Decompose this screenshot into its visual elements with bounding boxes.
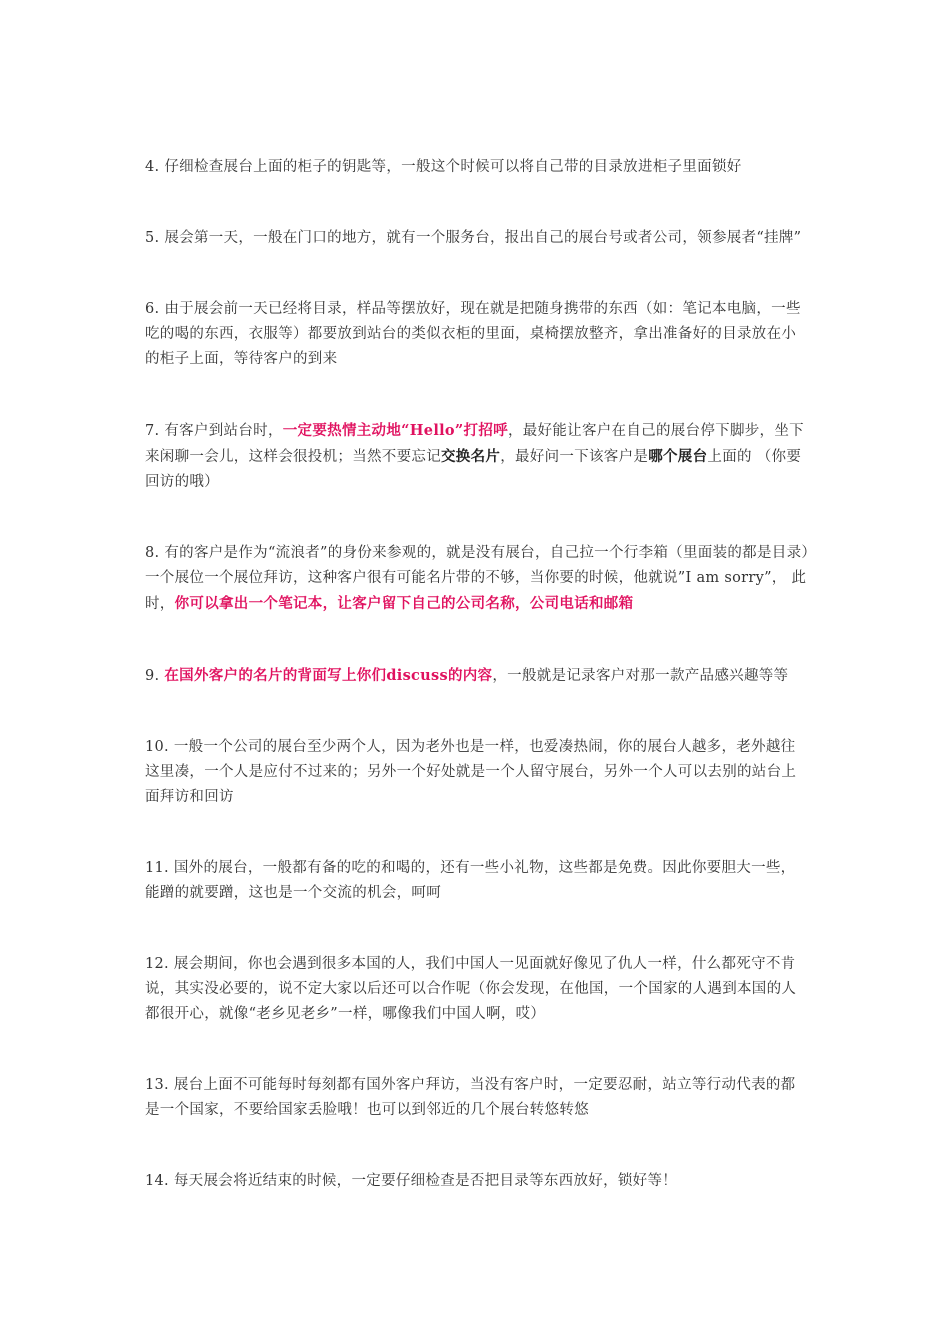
paragraph-5 [145, 226, 810, 251]
paragraph-9-text: ，一般就是记录客户对那一款产品感兴趣等等 [492, 668, 789, 684]
document-body [145, 155, 810, 1194]
paragraph-spacer [145, 251, 810, 297]
paragraph-spacer [145, 495, 810, 541]
paragraph-4-text: 4. 仔细检查展台上面的柜子的钥匙等，一般这个时候可以将自己带的目录放进柜子里面锁好 [145, 159, 742, 175]
paragraph-7-highlight: 一定要热情主动地“Hello”打招呼 [282, 422, 508, 439]
paragraph-10 [145, 735, 810, 810]
paragraph-7-bold-1: 交换名片 [441, 448, 501, 465]
paragraph-11 [145, 856, 810, 906]
paragraph-9-highlight: 在国外客户的名片的背面写上你们discuss的内容 [164, 667, 493, 684]
paragraph-7-text-3: ，最好问一下该客户是 [500, 449, 649, 465]
paragraph-spacer [145, 689, 810, 735]
paragraph-14-text: 14. 每天展会将近结束的时候，一定要仔细检查是否把目录等东西放好，锁好等！ [145, 1173, 678, 1189]
paragraph-9-number: 9. [145, 668, 165, 684]
paragraph-9 [145, 663, 810, 689]
paragraph-spacer [145, 617, 810, 663]
paragraph-8-text: 8. 有的客户是作为“流浪者”的身份来参观的，就是没有展台，自己拉一个行李箱（里面装的都是目录）一个展位一个展位拜访，这种客户很有可能名片带的不够，当你要的时候，他就说”I am sorry”， 此时， [145, 545, 809, 612]
paragraph-7-text-4: 上面的 （你要回访的哦） [145, 449, 802, 490]
paragraph-spacer [145, 810, 810, 856]
paragraph-spacer [145, 180, 810, 226]
paragraph-spacer [145, 1123, 810, 1169]
paragraph-8-highlight: 你可以拿出一个笔记本，让客户留下自己的公司名称，公司电话和邮箱 [174, 595, 634, 612]
paragraph-spacer [145, 372, 810, 418]
paragraph-7-text-2: ，最好能让客户在自己的展台停下脚步，坐下来闲聊一会儿，这样会很投机；当然不要忘记 [145, 423, 804, 465]
paragraph-8 [145, 541, 810, 617]
paragraph-12 [145, 952, 810, 1027]
paragraph-7 [145, 418, 810, 495]
paragraph-5-text: 5. 展会第一天，一般在门口的地方，就有一个服务台，报出自己的展台号或者公司，领参展者“挂牌” [145, 230, 802, 246]
paragraph-11-text: 11. 国外的展台，一般都有备的吃的和喝的，还有一些小礼物，这些都是免费。因此你要胆大一些，能蹭的就要蹭，这也是一个交流的机会，呵呵 [145, 860, 796, 901]
paragraph-4 [145, 155, 810, 180]
paragraph-spacer [145, 1027, 810, 1073]
paragraph-14 [145, 1169, 810, 1194]
paragraph-6 [145, 297, 810, 372]
paragraph-6-text: 6. 由于展会前一天已经将目录，样品等摆放好，现在就是把随身携带的东西（如：笔记本电脑，一些吃的喝的东西，衣服等）都要放到站台的类似衣柜的里面，桌椅摆放整齐，拿出准备好的目录放在小的柜子上面，等待客户的到来 [145, 301, 801, 367]
paragraph-10-text: 10. 一般一个公司的展台至少两个人，因为老外也是一样，也爱凑热闹，你的展台人越多，老外越往这里凑，一个人是应付不过来的；另外一个好处就是一个人留守展台，另外一个人可以去别的站台上面拜访和回访 [145, 739, 797, 805]
paragraph-7-text-1: 7. 有客户到站台时， [145, 423, 283, 439]
paragraph-spacer [145, 906, 810, 952]
paragraph-12-text: 12. 展会期间，你也会遇到很多本国的人，我们中国人一见面就好像见了仇人一样，什么都死守不肯说，其实没必要的，说不定大家以后还可以合作呢（你会发现，在他国，一个国家的人遇到本国的人都很开心，就像“老乡见老乡”一样，哪像我们中国人啊，哎） [145, 956, 797, 1022]
paragraph-13-text: 13. 展台上面不可能每时每刻都有国外客户拜访，当没有客户时，一定要忍耐，站立等行动代表的都是一个国家，不要给国家丢脸哦！也可以到邻近的几个展台转悠转悠 [145, 1077, 796, 1118]
paragraph-7-bold-2: 哪个展台 [648, 448, 708, 465]
paragraph-13 [145, 1073, 810, 1123]
